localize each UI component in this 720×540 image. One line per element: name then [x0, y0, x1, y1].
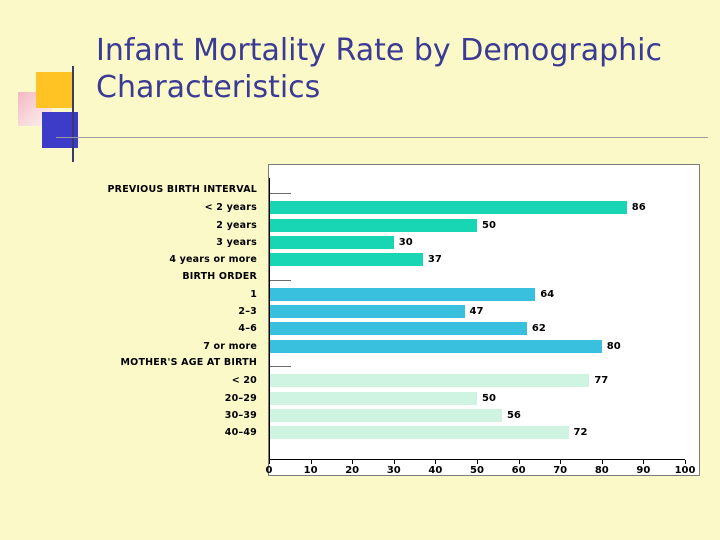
chart-bar-value: 86: [631, 202, 646, 214]
chart-bar-value: 80: [606, 340, 621, 352]
chart-bar-value: 50: [482, 219, 496, 231]
x-axis-tick-label: 20: [345, 465, 360, 476]
decor-square-yellow: [36, 72, 72, 108]
x-axis-tick-label: 40: [428, 465, 443, 476]
x-axis-tick-label: 70: [553, 465, 568, 476]
chart-group-label: PREVIOUS BIRTH INTERVAL: [107, 184, 257, 195]
chart-category-label: 40–49: [224, 427, 257, 439]
chart-category-label: 30–39: [224, 409, 257, 421]
chart-bar-value: 77: [594, 375, 609, 387]
chart-group-label: MOTHER'S AGE AT BIRTH: [120, 357, 257, 368]
chart-category-label: 2–3: [238, 306, 257, 318]
chart-category-label: 3 years: [216, 236, 257, 248]
chart-bar-value: 50: [482, 392, 496, 404]
chart-group-label: BIRTH ORDER: [182, 270, 257, 282]
chart-category-label: < 2 years: [204, 202, 257, 214]
title-divider: [56, 137, 708, 138]
x-axis-tick-label: 0: [265, 465, 273, 476]
chart-category-label: 20–29: [224, 392, 257, 404]
chart-bar-value: 30: [398, 236, 413, 248]
chart-category-label: 1: [250, 288, 257, 300]
chart-category-label: 4 years or more: [169, 254, 257, 266]
x-axis-tick-label: 80: [594, 465, 609, 476]
chart-category-label: 7 or more: [203, 340, 257, 352]
chart-bar-value: 72: [573, 427, 588, 439]
chart-bar-value: 64: [540, 288, 555, 300]
chart-category-label: 4–6: [238, 323, 257, 335]
chart-panel: [268, 164, 700, 476]
chart-bar-value: 62: [531, 323, 546, 335]
chart-bar-value: 37: [427, 254, 442, 266]
chart-category-label: < 20: [231, 375, 257, 387]
x-axis-tick-label: 90: [636, 465, 651, 476]
x-axis-tick-label: 50: [470, 465, 484, 476]
x-axis-tick-label: 10: [303, 465, 318, 476]
chart-category-label: 2 years: [216, 219, 257, 231]
decor-vertical-rule: [72, 66, 74, 162]
chart-bar-value: 56: [506, 409, 521, 421]
x-axis-tick-label: 100: [674, 465, 696, 476]
x-axis-tick-label: 60: [511, 465, 526, 476]
page-title: Infant Mortality Rate by Demographic Characteristics: [96, 33, 663, 106]
chart-bar-value: 47: [469, 306, 484, 318]
x-axis-tick-label: 30: [386, 465, 401, 476]
